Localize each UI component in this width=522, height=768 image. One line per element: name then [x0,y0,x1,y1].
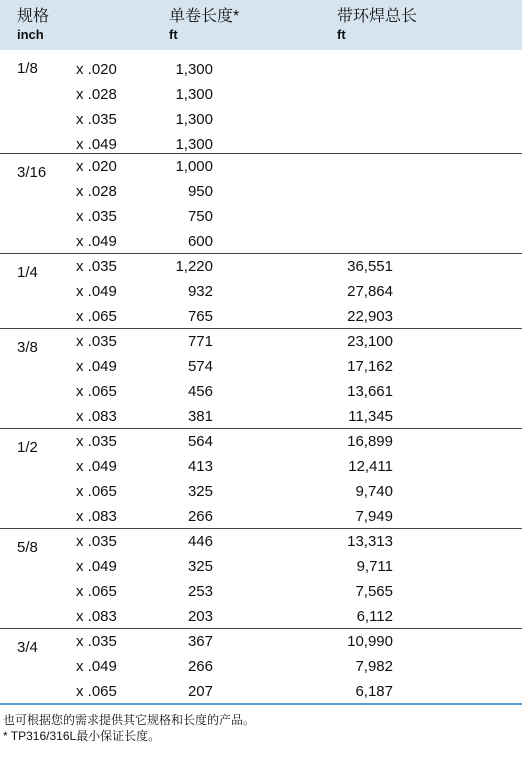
table-row [0,179,522,204]
table-row [0,579,522,604]
total-length: 7,982 [355,658,393,675]
table-row [0,379,522,404]
wall-thickness: x .049 [76,658,117,675]
coil-length: 600 [187,233,213,250]
length-column-unit: ft [169,27,178,42]
size-label: 1/4 [17,264,38,281]
total-length: 7,949 [355,508,393,525]
total-length: 10,990 [347,633,393,650]
total-length: 6,112 [356,608,393,625]
size-label: 3/4 [17,639,38,656]
coil-length: 266 [187,508,213,525]
table-row [0,154,522,179]
wall-thickness: x .049 [76,458,117,475]
wall-thickness: x .049 [76,283,117,300]
table-row [0,604,522,629]
size-group [0,329,522,429]
size-column-title: 规格 [17,8,50,25]
table-row [0,529,522,554]
table-row [0,454,522,479]
total-length: 22,903 [347,308,393,325]
total-length: 6,187 [355,683,393,700]
table-row [0,504,522,529]
coil-length: 446 [187,533,213,550]
wall-thickness: x .065 [76,583,117,600]
table-row [0,429,522,454]
coil-length: 266 [187,658,213,675]
wall-thickness: x .083 [76,408,117,425]
coil-length: 367 [187,633,213,650]
total-column-title: 带环焊总长 [337,8,418,25]
coil-length: 207 [187,683,213,700]
wall-thickness: x .035 [76,208,117,225]
wall-thickness: x .028 [76,183,117,200]
coil-length: 771 [187,333,213,350]
total-length: 13,313 [347,533,393,550]
wall-thickness: x .035 [76,258,117,275]
footnote-asterisk: * TP316/316L最小保证长度。 [3,729,161,743]
table-row [0,479,522,504]
size-label: 1/8 [17,60,38,77]
total-length: 12,411 [348,458,393,475]
table-row [0,329,522,354]
table-row [0,229,522,254]
wall-thickness: x .049 [76,136,117,153]
footnote-availability: 也可根据您的需求提供其它规格和长度的产品。 [3,713,256,727]
table-row [0,679,522,704]
coil-length: 325 [187,483,213,500]
coil-length: 1,300 [175,136,213,153]
total-length: 13,661 [347,383,393,400]
total-length: 17,162 [347,358,393,375]
coil-length: 1,300 [175,111,213,128]
length-column-title: 单卷长度* [169,8,240,25]
size-label: 3/8 [17,339,38,356]
size-group [0,154,522,254]
wall-thickness: x .035 [76,433,117,450]
coil-length: 413 [187,458,213,475]
coil-length: 574 [187,358,213,375]
wall-thickness: x .020 [76,61,117,78]
coil-length: 564 [187,433,213,450]
wall-thickness: x .049 [76,358,117,375]
table-row [0,654,522,679]
size-group [0,50,522,154]
wall-thickness: x .049 [76,558,117,575]
size-label: 5/8 [17,539,38,556]
size-group [0,254,522,329]
coil-length: 325 [187,558,213,575]
coil-length: 381 [187,408,213,425]
table-row [0,354,522,379]
size-group [0,429,522,529]
size-label: 3/16 [17,164,47,181]
coil-length: 1,300 [175,61,213,78]
size-label: 1/2 [17,439,38,456]
coil-length: 1,000 [175,158,213,175]
wall-thickness: x .035 [76,533,117,550]
total-length: 9,711 [356,558,393,575]
total-length: 7,565 [355,583,393,600]
table-row [0,279,522,304]
total-length: 23,100 [347,333,393,350]
coil-length: 950 [187,183,213,200]
coil-length: 253 [187,583,213,600]
total-column-unit: ft [337,27,346,42]
coil-length: 1,300 [175,86,213,103]
wall-thickness: x .049 [76,233,117,250]
wall-thickness: x .065 [76,683,117,700]
table-row [0,404,522,429]
table-row [0,107,522,132]
wall-thickness: x .020 [76,158,117,175]
wall-thickness: x .035 [76,333,117,350]
coil-length: 1,220 [175,258,213,275]
table-row [0,57,522,82]
size-group [0,529,522,629]
coil-length: 203 [187,608,213,625]
total-length: 9,740 [355,483,393,500]
table-row [0,82,522,107]
total-length: 27,864 [347,283,393,300]
wall-thickness: x .028 [76,86,117,103]
table-row [0,204,522,229]
size-column-unit: inch [17,27,44,42]
total-length: 11,345 [348,408,393,425]
coil-length: 750 [187,208,213,225]
table-row [0,629,522,654]
wall-thickness: x .065 [76,483,117,500]
coil-length: 456 [187,383,213,400]
spec-table [0,50,522,705]
table-row [0,254,522,279]
wall-thickness: x .065 [76,383,117,400]
wall-thickness: x .035 [76,111,117,128]
total-length: 36,551 [347,258,393,275]
table-header [0,0,522,50]
wall-thickness: x .035 [76,633,117,650]
total-length: 16,899 [347,433,393,450]
table-row [0,554,522,579]
coil-length: 932 [187,283,213,300]
wall-thickness: x .083 [76,608,117,625]
coil-length: 765 [187,308,213,325]
wall-thickness: x .083 [76,508,117,525]
table-row [0,304,522,329]
wall-thickness: x .065 [76,308,117,325]
size-group [0,629,522,705]
footnotes [3,712,255,744]
